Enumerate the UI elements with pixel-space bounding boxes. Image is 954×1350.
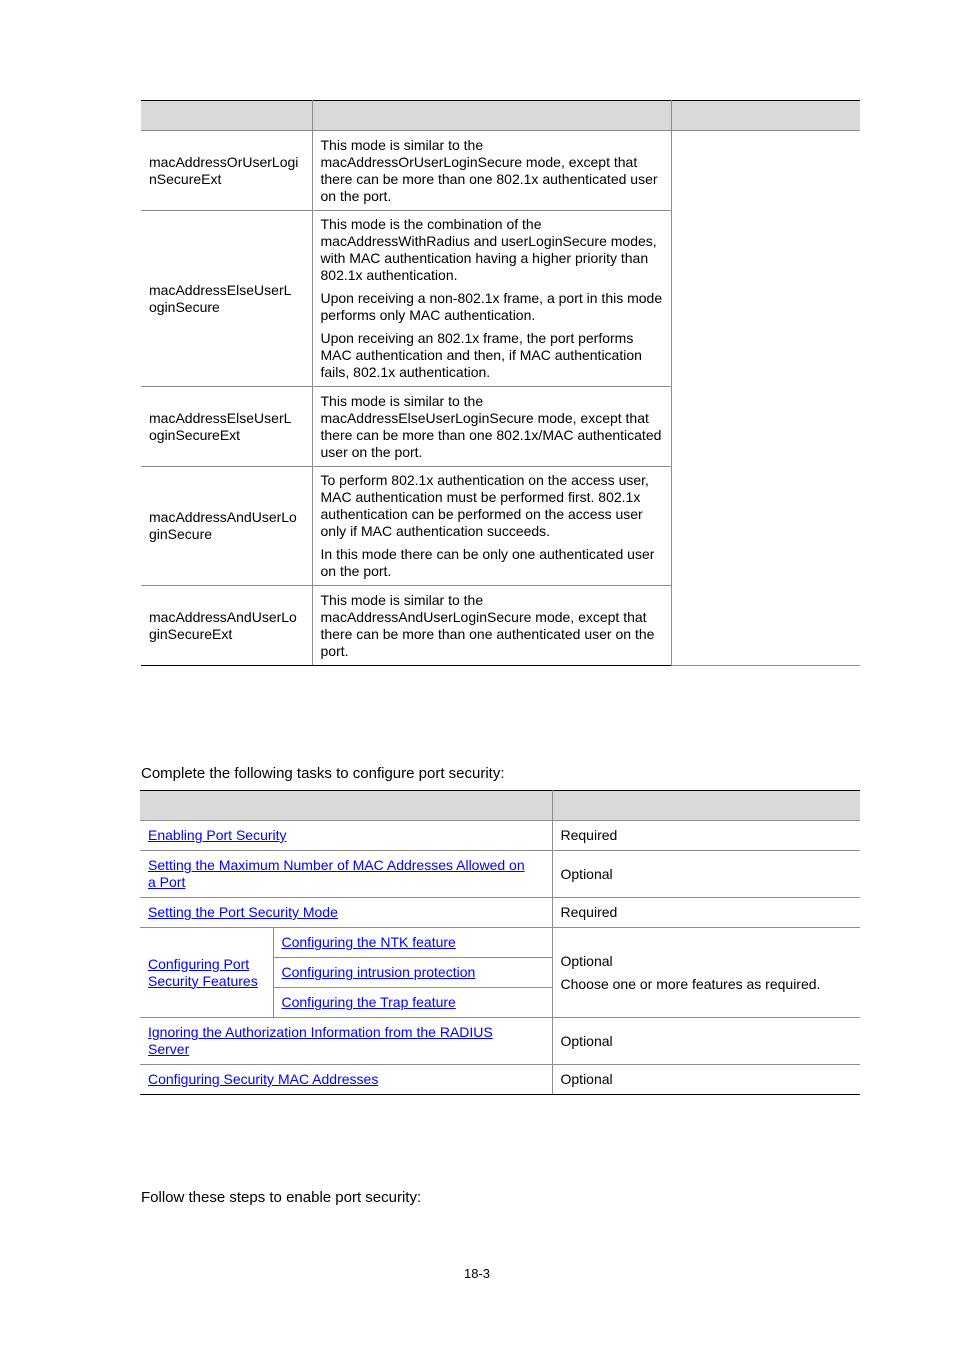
task-cell: [140, 851, 552, 898]
mode-name-line: macAddressOrUserLogi: [149, 153, 299, 170]
table-row: [140, 821, 860, 851]
follow-paragraph: Follow these steps to enable port security:: [141, 1189, 422, 1206]
description-paragraph: Upon receiving an 802.1x frame, the port performs MAC authentication and then, if MAC authentication fails, 802.1x authentication.: [320, 330, 642, 380]
enable-port-security-link[interactable]: Enabling Port Security: [148, 827, 287, 843]
mode-name-line: ginSecureExt: [149, 625, 233, 642]
description-paragraph: This mode is similar to the macAddressOrUserLoginSecure mode, except that there can be more than one 802.1x authenticated user on the port.: [320, 136, 658, 204]
table-row: [140, 1065, 860, 1095]
link-line: Ignoring the Authorization Information from the RADIUS: [148, 1024, 493, 1040]
mode-name-cell: [141, 211, 312, 387]
task-cell: [140, 898, 552, 928]
subtask-cell: [273, 958, 552, 988]
intro-paragraph: Complete the following tasks to configure port security:: [141, 765, 505, 782]
intrusion-protection-link[interactable]: Configuring intrusion protection: [281, 964, 476, 980]
remarks-cell: Optional: [552, 1065, 860, 1095]
remarks-cell: Optional: [552, 1018, 860, 1065]
page-number: 18-3: [463, 1266, 491, 1281]
mode-description-cell: [312, 586, 671, 666]
link-line: Server: [148, 1041, 190, 1057]
link-line: Setting the Maximum Number of MAC Addresses Allowed on: [148, 857, 525, 873]
security-mac-addresses-link[interactable]: Configuring Security MAC Addresses: [148, 1071, 379, 1087]
port-security-features-link[interactable]: [148, 956, 258, 989]
table-row: [140, 898, 860, 928]
ntk-feature-link[interactable]: Configuring the NTK feature: [281, 934, 456, 950]
trap-feature-link[interactable]: Configuring the Trap feature: [281, 994, 456, 1010]
header-cell: [552, 791, 860, 821]
mode-description-cell: [312, 387, 671, 467]
task-cell: [140, 821, 552, 851]
table-header-row: [140, 791, 860, 821]
header-cell: [312, 101, 671, 131]
subtask-cell: [273, 928, 552, 958]
mode-name-line: macAddressAndUserLo: [149, 509, 297, 525]
remarks-cell: [671, 131, 860, 666]
ignore-radius-authorization-link[interactable]: [148, 1024, 493, 1057]
table-row: [141, 131, 860, 211]
subtask-cell: [273, 988, 552, 1018]
table-row: [140, 1018, 860, 1065]
link-line: Security Features: [148, 972, 258, 989]
description-paragraph: This mode is the combination of the macAddressWithRadius and userLoginSecure modes, with MAC authentication having a higher priority than 802.1x authentication.: [320, 216, 657, 283]
remarks-cell: [552, 928, 860, 1018]
max-mac-addresses-link[interactable]: [148, 857, 525, 890]
remarks-line: Optional: [560, 952, 613, 969]
description-paragraph: To perform 802.1x authentication on the access user, MAC authentication must be performed first. 802.1x authentication can be performed on the access user only if MAC authentication succeeds.: [320, 472, 649, 539]
table-header-row: [141, 101, 860, 131]
link-line: a Port: [148, 874, 186, 890]
mode-name-line: oginSecure: [149, 298, 220, 315]
description-paragraph: In this mode there can be only one authenticated user on the port.: [320, 546, 655, 579]
port-security-mode-link[interactable]: Setting the Port Security Mode: [148, 904, 338, 920]
mode-name-line: nSecureExt: [149, 170, 222, 187]
description-paragraph: This mode is similar to the macAddressElseUserLoginSecure mode, except that there can be more than one 802.1x/MAC authenticated user on the port.: [320, 392, 662, 460]
remarks-cell: Required: [552, 898, 860, 928]
mode-name-line: macAddressElseUserL: [149, 281, 292, 298]
mode-description-cell: [312, 131, 671, 211]
link-line: Configuring Port: [148, 955, 250, 972]
mode-name-line: macAddressElseUserL: [149, 409, 292, 426]
task-cell: [140, 1018, 552, 1065]
header-cell: [671, 101, 860, 131]
table-row: [140, 851, 860, 898]
remarks-line: Choose one or more features as required.: [560, 975, 821, 992]
mode-name-cell: [141, 467, 312, 586]
header-cell: [140, 791, 552, 821]
security-mode-table: [141, 100, 860, 666]
mode-name-cell: [141, 387, 312, 467]
description-paragraph: This mode is similar to the macAddressAndUserLoginSecure mode, except that there can be more than one authenticated user on the port.: [320, 591, 655, 659]
mode-name-cell: [141, 586, 312, 666]
task-table: [140, 790, 860, 1095]
description-paragraph: Upon receiving a non-802.1x frame, a port in this mode performs only MAC authentication.: [320, 290, 663, 323]
remarks-cell: Required: [552, 821, 860, 851]
header-cell: [141, 101, 312, 131]
mode-name-line: macAddressAndUserLo: [149, 608, 297, 625]
mode-name-cell: [141, 131, 312, 211]
mode-description-cell: [312, 467, 671, 586]
mode-name-line: oginSecureExt: [149, 426, 241, 443]
table-row: [140, 928, 860, 958]
task-cell: [140, 1065, 552, 1095]
remarks-cell: Optional: [552, 851, 860, 898]
task-cell: [140, 928, 273, 1018]
mode-description-cell: [312, 211, 671, 387]
mode-name-line: ginSecure: [149, 526, 213, 542]
